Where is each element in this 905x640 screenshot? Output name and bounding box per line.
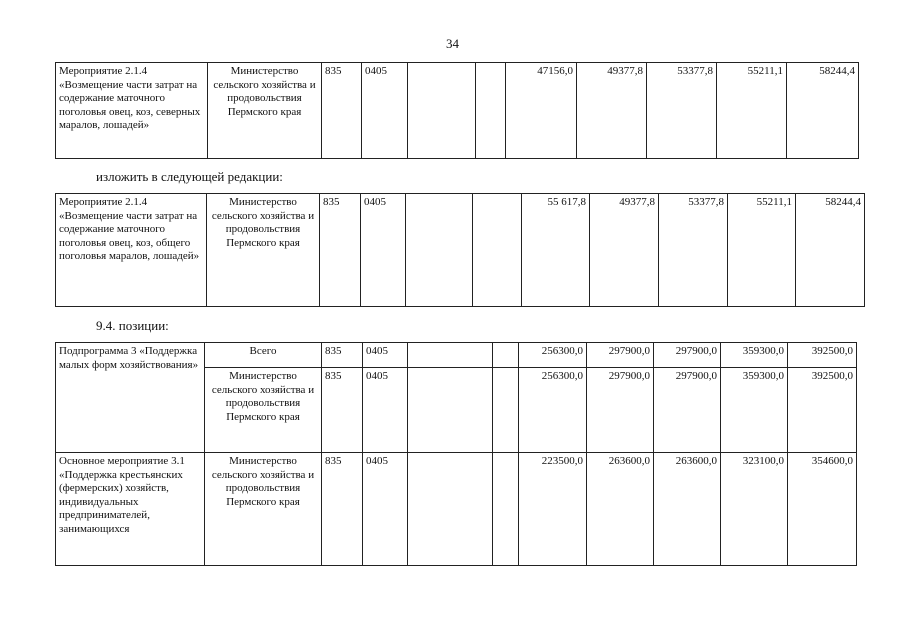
- table-original-position: [55, 62, 859, 159]
- value-year-2: 49377,8: [577, 63, 647, 159]
- csr-code: [408, 343, 493, 368]
- executor: Министерство сельского хозяйства и продовольствия Пермского края: [205, 368, 322, 453]
- csr-code: [408, 368, 493, 453]
- value-year-2: 297900,0: [587, 343, 654, 368]
- value-year-1: 256300,0: [519, 368, 587, 453]
- csr-code: [408, 63, 476, 159]
- vr-code: [476, 63, 506, 159]
- csr-code: [406, 194, 473, 307]
- executor: Министерство сельского хозяйства и продовольствия Пермского края: [207, 194, 320, 307]
- value-year-4: 55211,1: [717, 63, 787, 159]
- grbs-code: 835: [322, 453, 363, 566]
- grbs-code: 835: [322, 343, 363, 368]
- value-year-5: 58244,4: [787, 63, 859, 159]
- csr-code: [408, 453, 493, 566]
- table-row: [56, 194, 865, 307]
- value-year-2: 49377,8: [590, 194, 659, 307]
- value-year-5: 58244,4: [796, 194, 865, 307]
- executor: Министерство сельского хозяйства и продовольствия Пермского края: [205, 453, 322, 566]
- vr-code: [493, 453, 519, 566]
- paragraph-new-edition: изложить в следующей редакции:: [96, 169, 283, 184]
- measure-name: Основное мероприятие 3.1 «Поддержка крестьянских (фермерских) хозяйств, индивидуальных предпринимателей, занимающихся: [56, 453, 205, 566]
- value-year-2: 297900,0: [587, 368, 654, 453]
- rzpr-code: 0405: [363, 453, 408, 566]
- value-year-1: 223500,0: [519, 453, 587, 566]
- value-year-3: 53377,8: [647, 63, 717, 159]
- value-year-4: 323100,0: [721, 453, 788, 566]
- value-year-1: 256300,0: [519, 343, 587, 368]
- table-new-position: [55, 193, 865, 307]
- value-year-3: 297900,0: [654, 368, 721, 453]
- grbs-code: 835: [320, 194, 361, 307]
- paragraph-positions: 9.4. позиции:: [96, 318, 169, 333]
- rzpr-code: 0405: [362, 63, 408, 159]
- value-year-5: 354600,0: [788, 453, 857, 566]
- grbs-code: 835: [322, 63, 362, 159]
- vr-code: [473, 194, 522, 307]
- value-year-3: 263600,0: [654, 453, 721, 566]
- rzpr-code: 0405: [361, 194, 406, 307]
- table-row: [56, 63, 859, 159]
- rzpr-code: 0405: [363, 343, 408, 368]
- value-year-2: 263600,0: [587, 453, 654, 566]
- rzpr-code: 0405: [363, 368, 408, 453]
- value-year-1: 47156,0: [506, 63, 577, 159]
- value-year-4: 359300,0: [721, 368, 788, 453]
- measure-name: Мероприятие 2.1.4 «Возмещение части затрат на содержание маточного поголовья овец, коз, северных маралов, лошадей»: [56, 63, 208, 159]
- value-year-5: 392500,0: [788, 343, 857, 368]
- vr-code: [493, 343, 519, 368]
- value-year-3: 53377,8: [659, 194, 728, 307]
- vr-code: [493, 368, 519, 453]
- grbs-code: 835: [322, 368, 363, 453]
- table-row: [56, 343, 857, 368]
- value-year-4: 55211,1: [728, 194, 796, 307]
- value-year-5: 392500,0: [788, 368, 857, 453]
- table-subprogram-3: [55, 342, 857, 566]
- measure-name: Мероприятие 2.1.4 «Возмещение части затрат на содержание маточного поголовья овец, коз, общего поголовья маралов, лошадей»: [56, 194, 207, 307]
- table-row: [56, 453, 857, 566]
- value-year-3: 297900,0: [654, 343, 721, 368]
- value-year-1: 55 617,8: [522, 194, 590, 307]
- value-year-4: 359300,0: [721, 343, 788, 368]
- page-number: 34: [446, 36, 459, 51]
- executor-total: Всего: [205, 343, 322, 368]
- executor: Министерство сельского хозяйства и продовольствия Пермского края: [208, 63, 322, 159]
- subprogram-name: Подпрограмма 3 «Поддержка малых форм хозяйствования»: [56, 343, 205, 453]
